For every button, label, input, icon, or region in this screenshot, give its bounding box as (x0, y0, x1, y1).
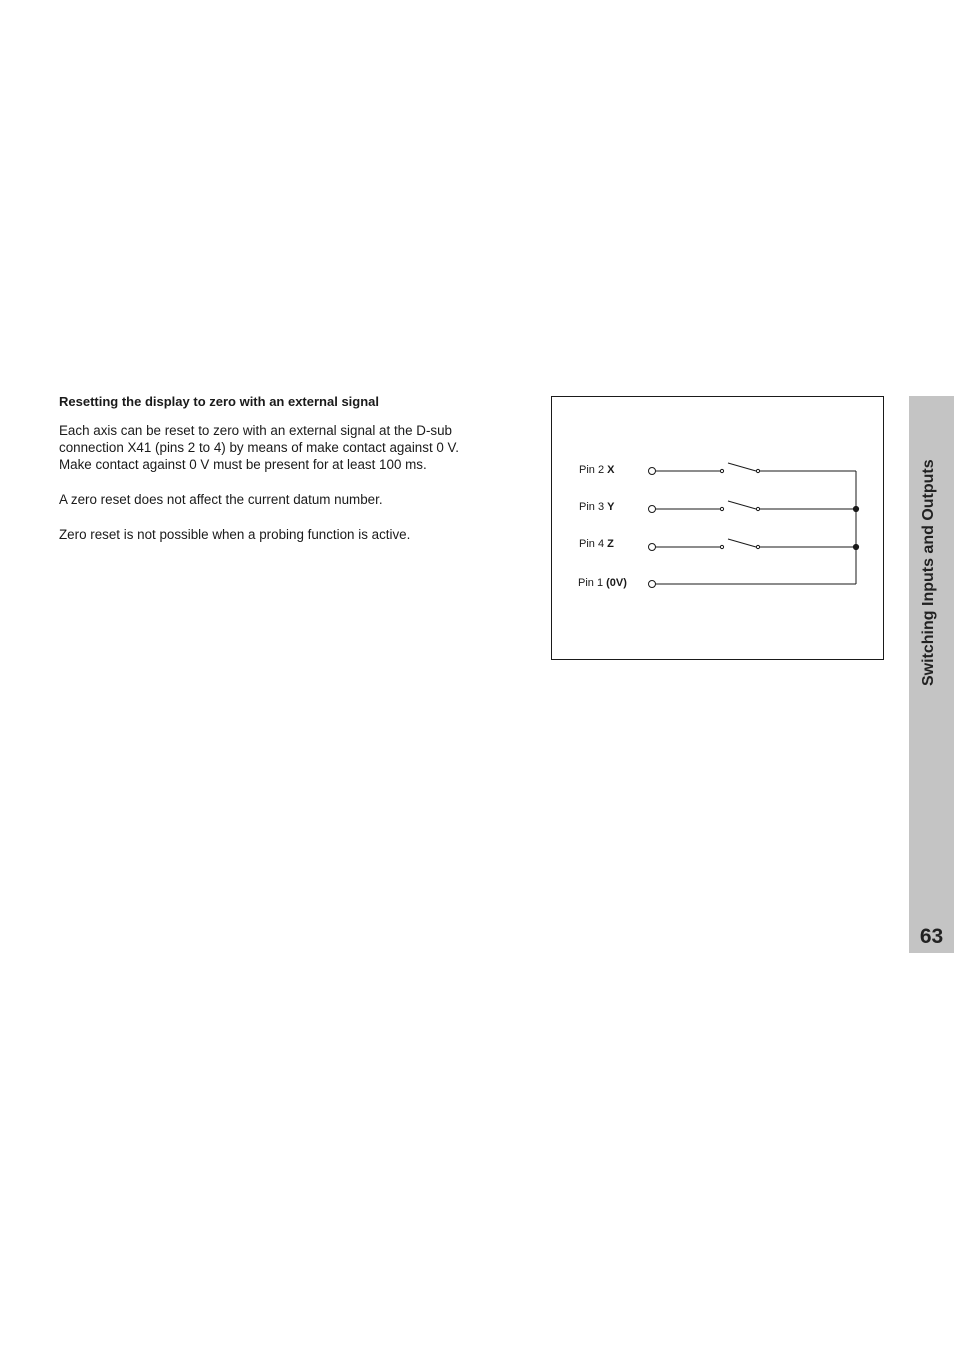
pin-2-prefix: Pin 2 (579, 464, 608, 476)
paragraph-line: connection X41 (pins 2 to 4) by means of make contact against 0 V. (59, 440, 459, 455)
pin-4-terminal (649, 544, 656, 551)
switch-y-contact-right (756, 507, 759, 510)
switch-z-contact-right (756, 545, 759, 548)
page-number: 63 (919, 925, 944, 948)
pin-1-signal: (0V) (606, 577, 627, 589)
junction-z (853, 544, 858, 549)
junction-y (853, 506, 858, 511)
pin-1-terminal (649, 581, 656, 588)
switch-x-contact-left (720, 469, 723, 472)
switch-y-contact-left (720, 507, 723, 510)
pin-4-label (579, 538, 614, 550)
pin-1-prefix: Pin 1 (578, 577, 607, 589)
pin-2-terminal (649, 468, 656, 475)
chapter-side-tab: Switching Inputs and Outputs 63 (909, 396, 954, 953)
paragraph-zero-reset-description (59, 422, 519, 473)
switch-y-blade (728, 501, 756, 509)
pin-4-prefix: Pin 4 (579, 538, 608, 550)
switch-z-blade (728, 539, 756, 547)
switch-x-blade (728, 463, 756, 471)
wiring-schematic (552, 397, 885, 661)
section-heading: Resetting the display to zero with an external signal (59, 394, 380, 409)
pin-1-label (578, 577, 627, 589)
paragraph-datum-note: A zero reset does not affect the current datum number. (59, 492, 383, 507)
pin-4-signal: Z (607, 538, 614, 550)
wiring-diagram (551, 396, 884, 660)
pin-3-label (579, 501, 614, 513)
pin-3-terminal (649, 506, 656, 513)
pin-3-signal: Y (607, 501, 615, 513)
pin-3-prefix: Pin 3 (579, 501, 608, 513)
switch-z-contact-left (720, 545, 723, 548)
paragraph-line: Make contact against 0 V must be present for at least 100 ms. (59, 457, 427, 472)
pin-2-label (579, 464, 614, 476)
pin-2-signal: X (607, 464, 615, 476)
paragraph-line: Each axis can be reset to zero with an external signal at the D-sub (59, 423, 453, 438)
paragraph-probing-note: Zero reset is not possible when a probing function is active. (59, 527, 411, 542)
switch-x-contact-right (756, 469, 759, 472)
